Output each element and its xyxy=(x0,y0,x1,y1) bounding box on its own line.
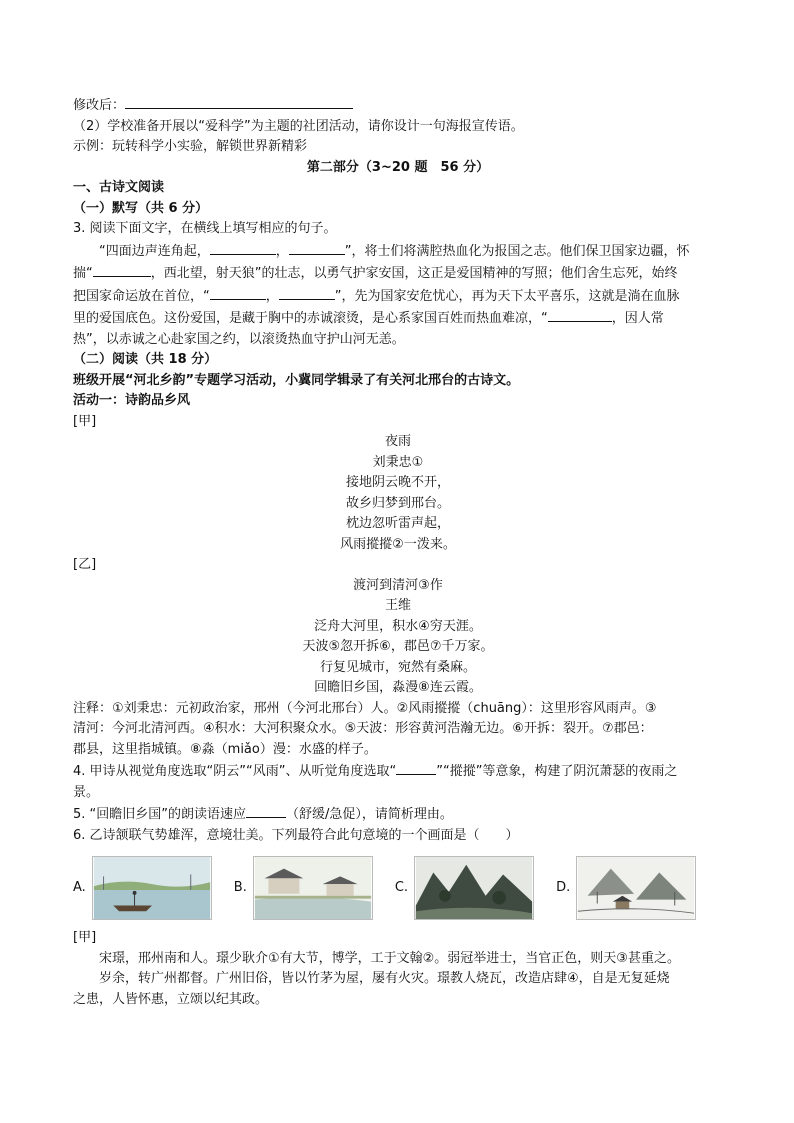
question-2-2: （2）学校准备开展以“爱科学”为主题的社团活动，请你设计一句海报宣传语。 xyxy=(73,118,524,134)
exam-page xyxy=(73,94,723,1010)
notes-line-3: 郡县，这里指城镇。⑧淼（miǎo）漫：水盛的样子。 xyxy=(73,741,377,757)
q3-blank-6[interactable] xyxy=(548,307,612,322)
misty-mountain-house-painting-icon xyxy=(576,856,696,920)
question-5 xyxy=(73,803,723,826)
q3-blank-5[interactable] xyxy=(279,285,335,300)
q3-line-1 xyxy=(73,240,723,263)
option-c[interactable] xyxy=(395,856,534,920)
q3-blank-2[interactable] xyxy=(289,240,345,255)
option-a[interactable] xyxy=(73,856,212,920)
q3-text-1b: ， xyxy=(275,243,289,259)
poem-yi-author: 王维 xyxy=(384,598,411,613)
q5-blank[interactable] xyxy=(246,803,286,818)
q3-text-1a: “四面边声连角起， xyxy=(99,243,210,259)
q3-line-4 xyxy=(73,307,723,330)
q5-text-b: （舒缓/急促），请简析理由。 xyxy=(286,807,453,822)
q3-line-3 xyxy=(73,285,723,308)
q3-text-2a: 揣“ xyxy=(73,266,93,281)
prose-jia-label: [甲] xyxy=(73,930,97,945)
notes-line-1: 注释：①刘秉忠：元初政治家，邢州（今河北邢台）人。②风雨摐摐（chuāng）：这里形容风雨声。③ xyxy=(73,700,657,716)
question-4-cont: 景。 xyxy=(73,784,100,800)
poem-jia-line: 故乡归梦到邢台。 xyxy=(345,495,450,511)
part2-title: 第二部分（3~20 题 56 分） xyxy=(306,159,490,175)
q3-text-4b: ，因人常 xyxy=(611,311,664,326)
section1-1-heading: （一）默写（共 6 分） xyxy=(73,200,209,216)
prose-line-2: 岁余，转广州都督。广州旧俗，皆以竹茅为屋，屡有火灾。璟教人烧瓦，改造店肆④，自是无复延烧 xyxy=(99,971,670,986)
mountain-landscape-painting-icon xyxy=(414,856,534,920)
q4-blank[interactable] xyxy=(396,760,436,775)
poem-jia-line: 枕边忽听雷声起， xyxy=(345,516,450,531)
option-c-label: C. xyxy=(394,879,409,895)
activity1-heading: 活动一：诗韵品乡风 xyxy=(73,393,191,408)
option-b-label: B. xyxy=(233,879,247,895)
q3-line-5: 热”，以赤诚之心赴家国之约，以滚烫热血守护山河无恙。 xyxy=(73,331,405,347)
revised-line xyxy=(73,94,723,117)
q3-text-4a: 里的爱国底色。这份爱国，是藏于胸中的赤诚滚烫，是心系家国百姓而热血难凉，“ xyxy=(73,311,548,326)
revised-label: 修改后： xyxy=(73,98,126,113)
option-d-label: D. xyxy=(556,879,571,895)
poem-yi xyxy=(73,576,723,699)
option-a-label: A. xyxy=(73,879,86,895)
poem-jia-line: 接地阴云晚不开， xyxy=(345,475,450,490)
option-b[interactable] xyxy=(234,856,373,920)
poem-jia-author: 刘秉忠① xyxy=(372,454,424,470)
poem-yi-line: 回瞻旧乡国，淼漫⑧连云霞。 xyxy=(314,680,482,695)
option-d[interactable] xyxy=(556,856,696,920)
town-river-painting-icon xyxy=(253,856,373,920)
q3-text-1c: ”，将士们将满腔热血化为报国之志。他们保卫国家边疆，怀 xyxy=(344,243,690,259)
example-text: 示例：玩转科学小实验，解锁世界新精彩 xyxy=(73,139,308,154)
poem-yi-line: 泛舟大河里，积水④穷天涯。 xyxy=(314,618,482,634)
q3-text-3a: 把国家命运放在首位，“ xyxy=(73,288,210,304)
poem-yi-line: 天波⑤忽开拆⑥，郡邑⑦千万家。 xyxy=(302,639,494,654)
poem-yi-title: 渡河到清河③作 xyxy=(353,577,443,593)
boat-river-painting-icon xyxy=(92,856,212,920)
prose-line-1: 宋璟，邢州南和人。璟少耿介①有大节，博学，工于文翰②。弱冠举进士，当官正色，则天③甚重之。 xyxy=(99,950,680,966)
question-6: 6. 乙诗颔联气势雄浑，意境壮美。下列最符合此句意境的一个画面是（ ） xyxy=(73,827,519,843)
q3-blank-4[interactable] xyxy=(210,285,266,300)
poem-jia-label: [甲] xyxy=(73,413,97,429)
q3-text-3b: ， xyxy=(265,288,279,304)
q5-text-a: 5. “回瞻旧乡国”的朗读语速应 xyxy=(73,807,247,822)
poem-jia xyxy=(73,432,723,555)
question-4 xyxy=(73,760,723,783)
q6-options xyxy=(73,852,723,924)
poem-yi-label: [乙] xyxy=(73,557,97,572)
section1-2-heading: （二）阅读（共 18 分） xyxy=(73,352,218,367)
prose-line-3: 之患，人皆怀惠，立颂以纪其政。 xyxy=(73,991,269,1007)
poem-jia-line: 风雨摐摐②一泼来。 xyxy=(340,536,456,552)
q3-blank-3[interactable] xyxy=(93,262,151,277)
poem-yi-line: 行复见城市，宛然有桑麻。 xyxy=(319,659,476,675)
revised-answer-blank[interactable] xyxy=(125,94,353,109)
q3-text-2b: ，西北望，射天狼”的壮志，以勇气护家安国，这正是爱国精神的写照；他们舍生忘死，始终 xyxy=(150,266,678,281)
q3-line-2 xyxy=(73,262,723,285)
poem-jia-title: 夜雨 xyxy=(384,434,411,449)
section1-heading: 一、古诗文阅读 xyxy=(73,180,165,195)
q4-text-a: 4. 甲诗从视觉角度选取“阴云”“风雨”、从听觉角度选取“ xyxy=(73,764,397,779)
question-3-stem: 3. 阅读下面文字，在横线上填写相应的句子。 xyxy=(73,221,337,236)
notes-line-2: 清河：今河北清河西。④积水：大河积聚众水。⑤天波：形容黄河浩瀚无边。⑥开拆：裂开。⑦郡邑： xyxy=(73,721,653,736)
q3-blank-1[interactable] xyxy=(210,240,276,255)
q3-text-3c: ”，先为国家安危忧心，再为天下太平喜乐，这就是淌在血脉 xyxy=(334,288,680,304)
q4-text-b: ”“摐摐”等意象，构建了阴沉萧瑟的夜雨之 xyxy=(436,764,678,779)
activity-intro: 班级开展“河北乡韵”专题学习活动，小冀同学辑录了有关河北邢台的古诗文。 xyxy=(73,372,520,388)
